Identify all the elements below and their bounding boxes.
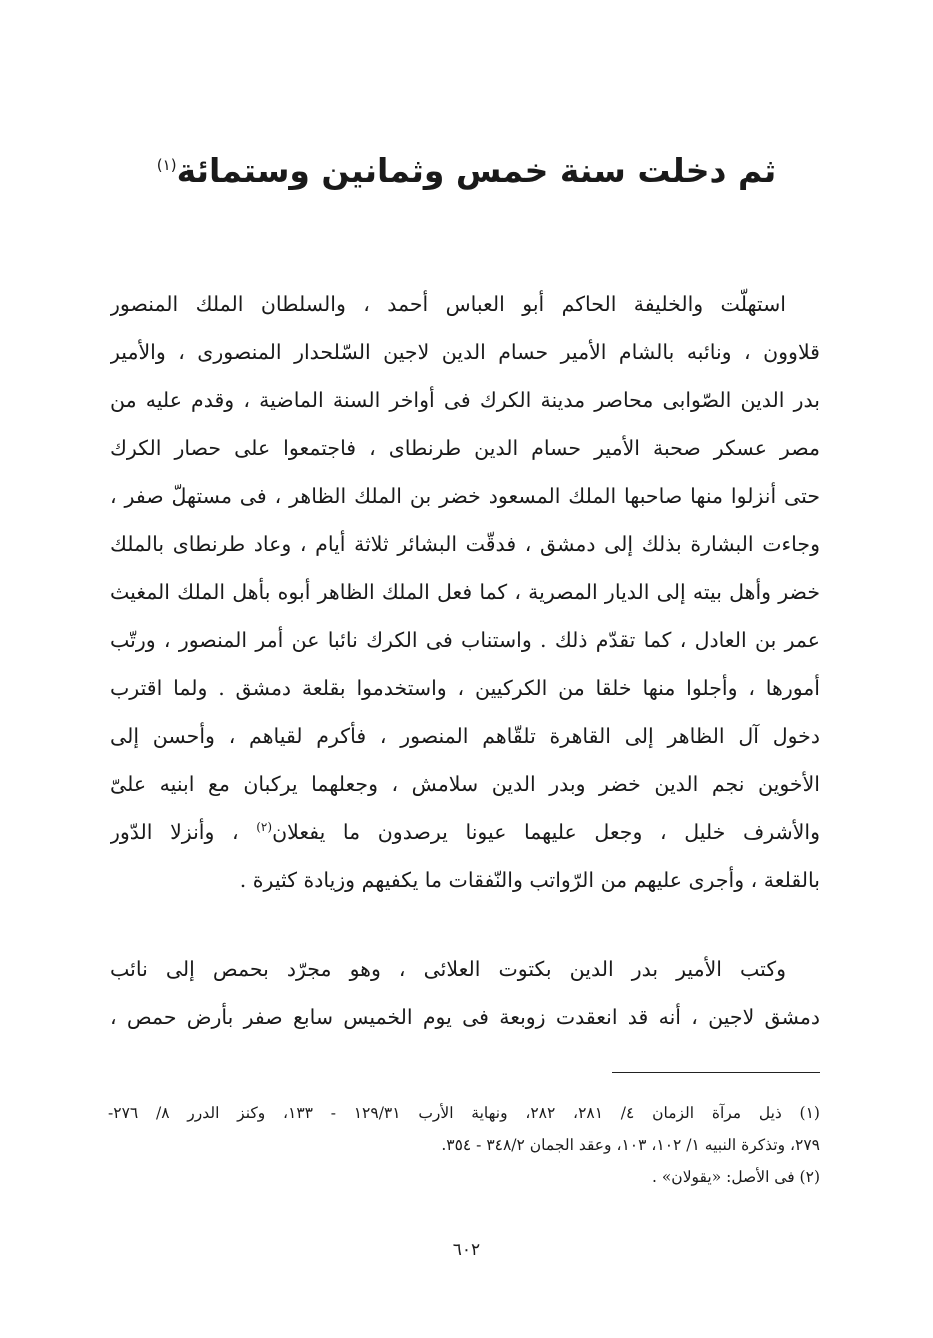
footnotes — [108, 1097, 820, 1193]
line-part-after: ، وأنزلا الدّور — [110, 820, 257, 844]
text-line: وجاءت البشارة بذلك إلى دمشق ، فدقّت البشائر ثلاثة أيام ، وعاد طرنطاى بالملك — [110, 532, 820, 556]
text-line: استهلّت والخليفة الحاكم أبو العباس أحمد ، والسلطان الملك المنصور — [110, 292, 786, 316]
page-title — [0, 140, 933, 196]
text-line-with-footnote — [110, 808, 820, 856]
text-line: الأخوين نجم الدين خضر وبدر الدين سلامش ، وجعلهما يركبان مع ابنيه علىّ — [110, 772, 820, 796]
text-line: مصر عسكر صحبة الأمير حسام الدين طرنطاى ، فاجتمعوا على حصار الكرك — [110, 436, 820, 460]
text-line: دمشق لاجين ، أنه قد انعقدت زوبعة فى يوم الخميس سابع صفر بأرض حمص ، — [110, 1005, 820, 1029]
text-line: خضر وأهل بيته إلى الديار المصرية ، كما فعل الملك الظاهر أبوه بأهل الملك المغيث — [110, 580, 820, 604]
text-line-last: بالقلعة ، وأجرى عليهم من الرّواتب والنّفقات ما يكفيهم وزيادة كثيرة . — [239, 868, 820, 892]
footnote-2: (٢) فى الأصل: «يقولان» . — [651, 1168, 820, 1186]
footnote-1-line-2: ٢٧٩، وتذكرة النبيه ١/ ١٠٢، ١٠٣، وعقد الجمان ٣٤٨/٢ - ٣٥٤. — [441, 1136, 820, 1154]
text-line: دخول آل الظاهر إلى القاهرة تلقّاهم المنصور ، فأكرم لقياهم ، وأحسن إلى — [110, 724, 820, 748]
text-line: أمورها ، وأجلوا منها خلقا من الكركيين ، واستخدموا بقلعة دمشق . ولما اقترب — [110, 676, 820, 700]
text-line: عمر بن العادل ، كما تقدّم ذلك . واستناب فى الكرك نائبا عن أمر المنصور ، ورتّب — [110, 628, 820, 652]
paragraph-2 — [110, 945, 820, 1041]
footnote-mark-2: (٢) — [256, 820, 273, 835]
title-footnote-mark: (١) — [156, 156, 177, 174]
footnote-separator — [612, 1072, 820, 1073]
text-line: بدر الدين الصّوابى محاصر مدينة الكرك فى أواخر السنة الماضية ، وقدم عليه من — [110, 388, 820, 412]
text-line: قلاوون ، ونائبه بالشام الأمير حسام الدين لاجين السّلحدار المنصورى ، والأمير — [110, 340, 820, 364]
footnote-1-line-1: (١) ذيل مرآة الزمان ٤/ ٢٨١، ٢٨٢، ونهاية الأرب ١٢٩/٣١ - ١٣٣، وكنز الدرر ٨/ ٢٧٦- — [108, 1104, 820, 1122]
paragraph-1 — [110, 280, 820, 904]
line-part-before: والأشرف خليل ، وجعل عليهما عيونا يرصدون ما يفعلان — [272, 820, 820, 844]
text-line: وكتب الأمير بدر الدين بكتوت العلائى ، وهو مجرّد بحمص إلى نائب — [110, 957, 786, 981]
title-text: ثم دخلت سنة خمس وثمانين وستمائة — [176, 151, 777, 190]
page-number: ٦٠٢ — [452, 1240, 481, 1260]
text-line: حتى أنزلوا منها صاحبها الملك المسعود خضر بن الملك الظاهر ، فى مستهلّ صفر ، — [110, 484, 820, 508]
